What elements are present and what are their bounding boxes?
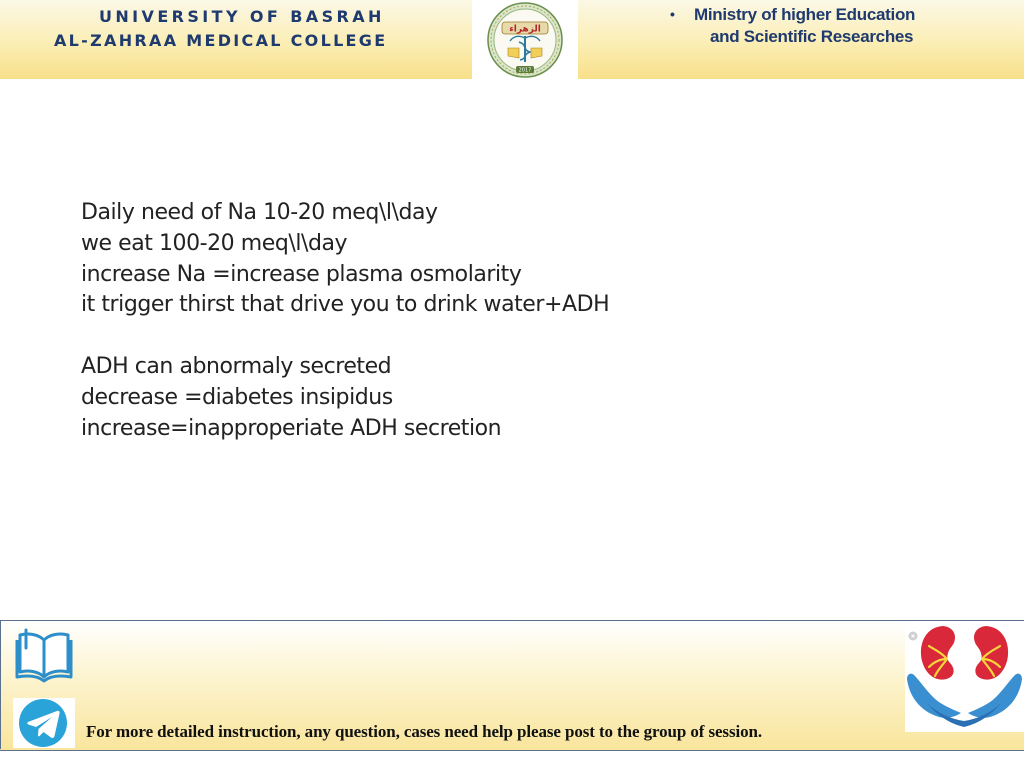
seal-arabic-text: الزهراء — [509, 24, 541, 35]
seal-year: 2017 — [518, 67, 532, 74]
ministry-bullet: • — [670, 6, 675, 22]
body-line: it trigger thirst that drive you to drink water+ADH — [81, 292, 610, 318]
telegram-icon[interactable] — [13, 698, 75, 748]
slide-header — [0, 0, 1024, 79]
ministry-line-2: and Scientific Researches — [710, 27, 914, 46]
slide-body-text — [81, 198, 941, 444]
college-name: AL-ZAHRAA MEDICAL COLLEGE — [54, 31, 388, 50]
kidney-hands-logo-icon — [905, 621, 1024, 732]
header-left-banner — [0, 0, 472, 79]
body-line: decrease =diabetes insipidus — [81, 384, 393, 410]
ministry-line-1: Ministry of higher Education — [694, 5, 916, 24]
footer-band-border — [0, 620, 1, 749]
body-line: Daily need of Na 10-20 meq\l\day — [81, 200, 438, 225]
header-right-banner — [578, 0, 1024, 79]
college-seal-icon — [472, 0, 578, 79]
body-line: ADH can abnormaly secreted — [81, 353, 392, 379]
university-name: UNIVERSITY OF BASRAH — [99, 7, 385, 26]
body-line: we eat 100-20 meq\l\day — [81, 230, 348, 256]
footer-instruction-note: For more detailed instruction, any question, cases need help please post to the group of session. — [86, 722, 762, 741]
paragraph-gap — [81, 321, 941, 352]
body-line: increase=inapproperiate ADH secretion — [81, 415, 502, 441]
book-icon[interactable] — [14, 626, 74, 684]
body-line: increase Na =increase plasma osmolarity — [81, 261, 522, 287]
slide-footer — [0, 620, 1024, 768]
